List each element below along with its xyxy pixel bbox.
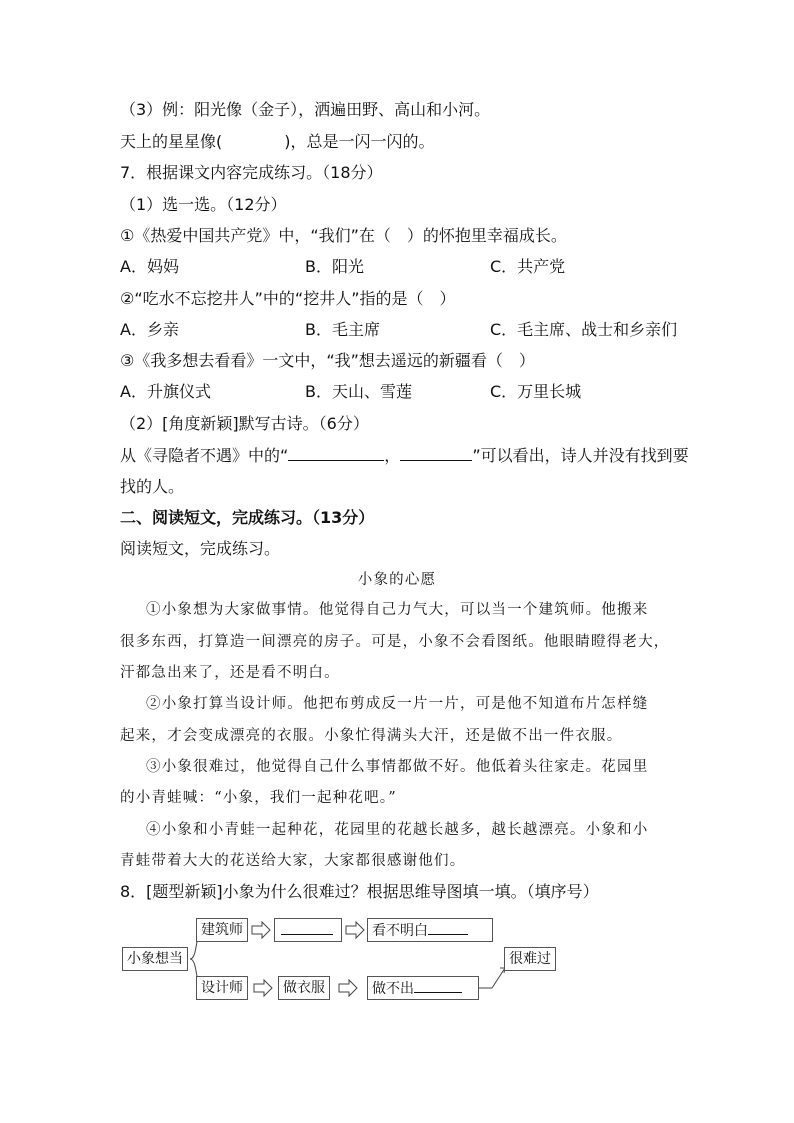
story-line-8: ④小象和小青蛙一起种花，花园里的花越长越多，越长越漂亮。小象和小 (146, 822, 649, 838)
mindmap-top-blank[interactable] (274, 918, 342, 942)
q7-item2-option-b[interactable]: B．毛主席 (305, 320, 380, 339)
story-line-5: 起来，才会变成漂亮的衣服。小象忙得满头大汗，还是做不出一件衣服。 (120, 728, 623, 744)
story-line-2: 很多东西，打算造一间漂亮的房子。可是，小象不会看图纸。他眼睛瞪得老大， (120, 634, 670, 650)
mindmap-final: 很难过 (504, 947, 556, 971)
mindmap-bottom-mid: 做衣服 (278, 976, 330, 1000)
story-line-1: ①小象想为大家做事情。他觉得自己力气大，可以当一个建筑师。他搬来 (146, 602, 649, 618)
mindmap-bottom-role: 设计师 (196, 976, 248, 1000)
story-title: 小象的心愿 (357, 572, 437, 588)
mindmap-top-end-label: 看不明白 (372, 923, 428, 939)
q7-title: 7．根据课文内容完成练习。（18分） (120, 163, 383, 182)
section2-heading: 二、阅读短文，完成练习。（13分） (120, 508, 375, 527)
story-line-7: 的小青蛙喊：“小象，我们一起种花吧。” (120, 790, 397, 806)
q7-item1-option-b[interactable]: B．阳光 (305, 257, 364, 276)
story-line-6: ③小象很难过，他觉得自己什么事情都做不好。他低着头往家走。花园里 (146, 759, 649, 775)
mindmap-top-end (367, 918, 493, 942)
q6-3-example: （3）例：阳光像（金子），洒遍田野、高山和小河。 (120, 100, 491, 119)
mindmap-bottom-end-label: 做不出 (372, 981, 414, 997)
story-line-3: 汗都急出来了，还是看不明白。 (120, 665, 340, 681)
q7-item2-option-a[interactable]: A．乡亲 (120, 320, 179, 339)
q7-item3-option-a[interactable]: A．升旗仪式 (120, 382, 211, 401)
q7-poem-end: ”可以看出，诗人并没有找到要 (472, 446, 689, 465)
q6-3-prompt-end: )，总是一闪一闪的。 (284, 132, 435, 151)
mindmap-bottom-end-blank[interactable] (414, 977, 462, 993)
story-line-4: ②小象打算当设计师。他把布剪成反一片一片，可是他不知道布片怎样缝 (146, 696, 649, 712)
q7-part1-title: （1）选一选。（12分） (120, 195, 287, 214)
q7-poem-continuation: 找的人。 (120, 477, 185, 496)
story-line-9: 青蛙带着大大的花送给大家，大家都很感谢他们。 (120, 853, 466, 869)
q7-item1-stem: ①《热爱中国共产党》中，“我们”在（ ）的怀抱里幸福成长。 (120, 226, 567, 245)
arrow-icon (254, 980, 272, 996)
section2-instruction: 阅读短文，完成练习。 (120, 539, 281, 558)
q7-item1-option-c[interactable]: C．共产党 (490, 257, 566, 276)
q7-poem-comma: ， (384, 446, 401, 465)
q6-3-prompt-start: 天上的星星像( (120, 132, 223, 151)
mindmap-top-blank-line[interactable] (281, 919, 333, 935)
arrow-icon (346, 922, 364, 938)
mindmap-bottom-end (367, 976, 479, 1000)
arrow-icon (339, 980, 357, 996)
mindmap-root: 小象想当 (122, 947, 188, 971)
q7-item1-option-a[interactable]: A．妈妈 (120, 257, 179, 276)
q7-item3-option-c[interactable]: C．万里长城 (490, 382, 582, 401)
q7-item3-option-b[interactable]: B．天山、雪莲 (305, 382, 412, 401)
q7-poem-start: 从《寻隐者不遇》中的“ (120, 446, 289, 465)
q7-part2-title: （2）[角度新颖]默写古诗。（6分） (120, 414, 369, 433)
q8-title: 8．[题型新颖]小象为什么很难过？根据思维导图填一填。（填序号） (120, 882, 599, 901)
mindmap-top-role: 建筑师 (196, 918, 248, 942)
arrow-icon (252, 922, 270, 938)
q7-item2-stem: ②“吃水不忘挖井人”中的“挖井人”指的是（ ） (120, 289, 456, 308)
q7-item3-stem: ③《我多想去看看》一文中，“我”想去遥远的新疆看（ ） (120, 351, 535, 370)
mindmap-top-end-blank[interactable] (428, 919, 468, 935)
q7-item2-option-c[interactable]: C．毛主席、战士和乡亲们 (490, 320, 678, 339)
